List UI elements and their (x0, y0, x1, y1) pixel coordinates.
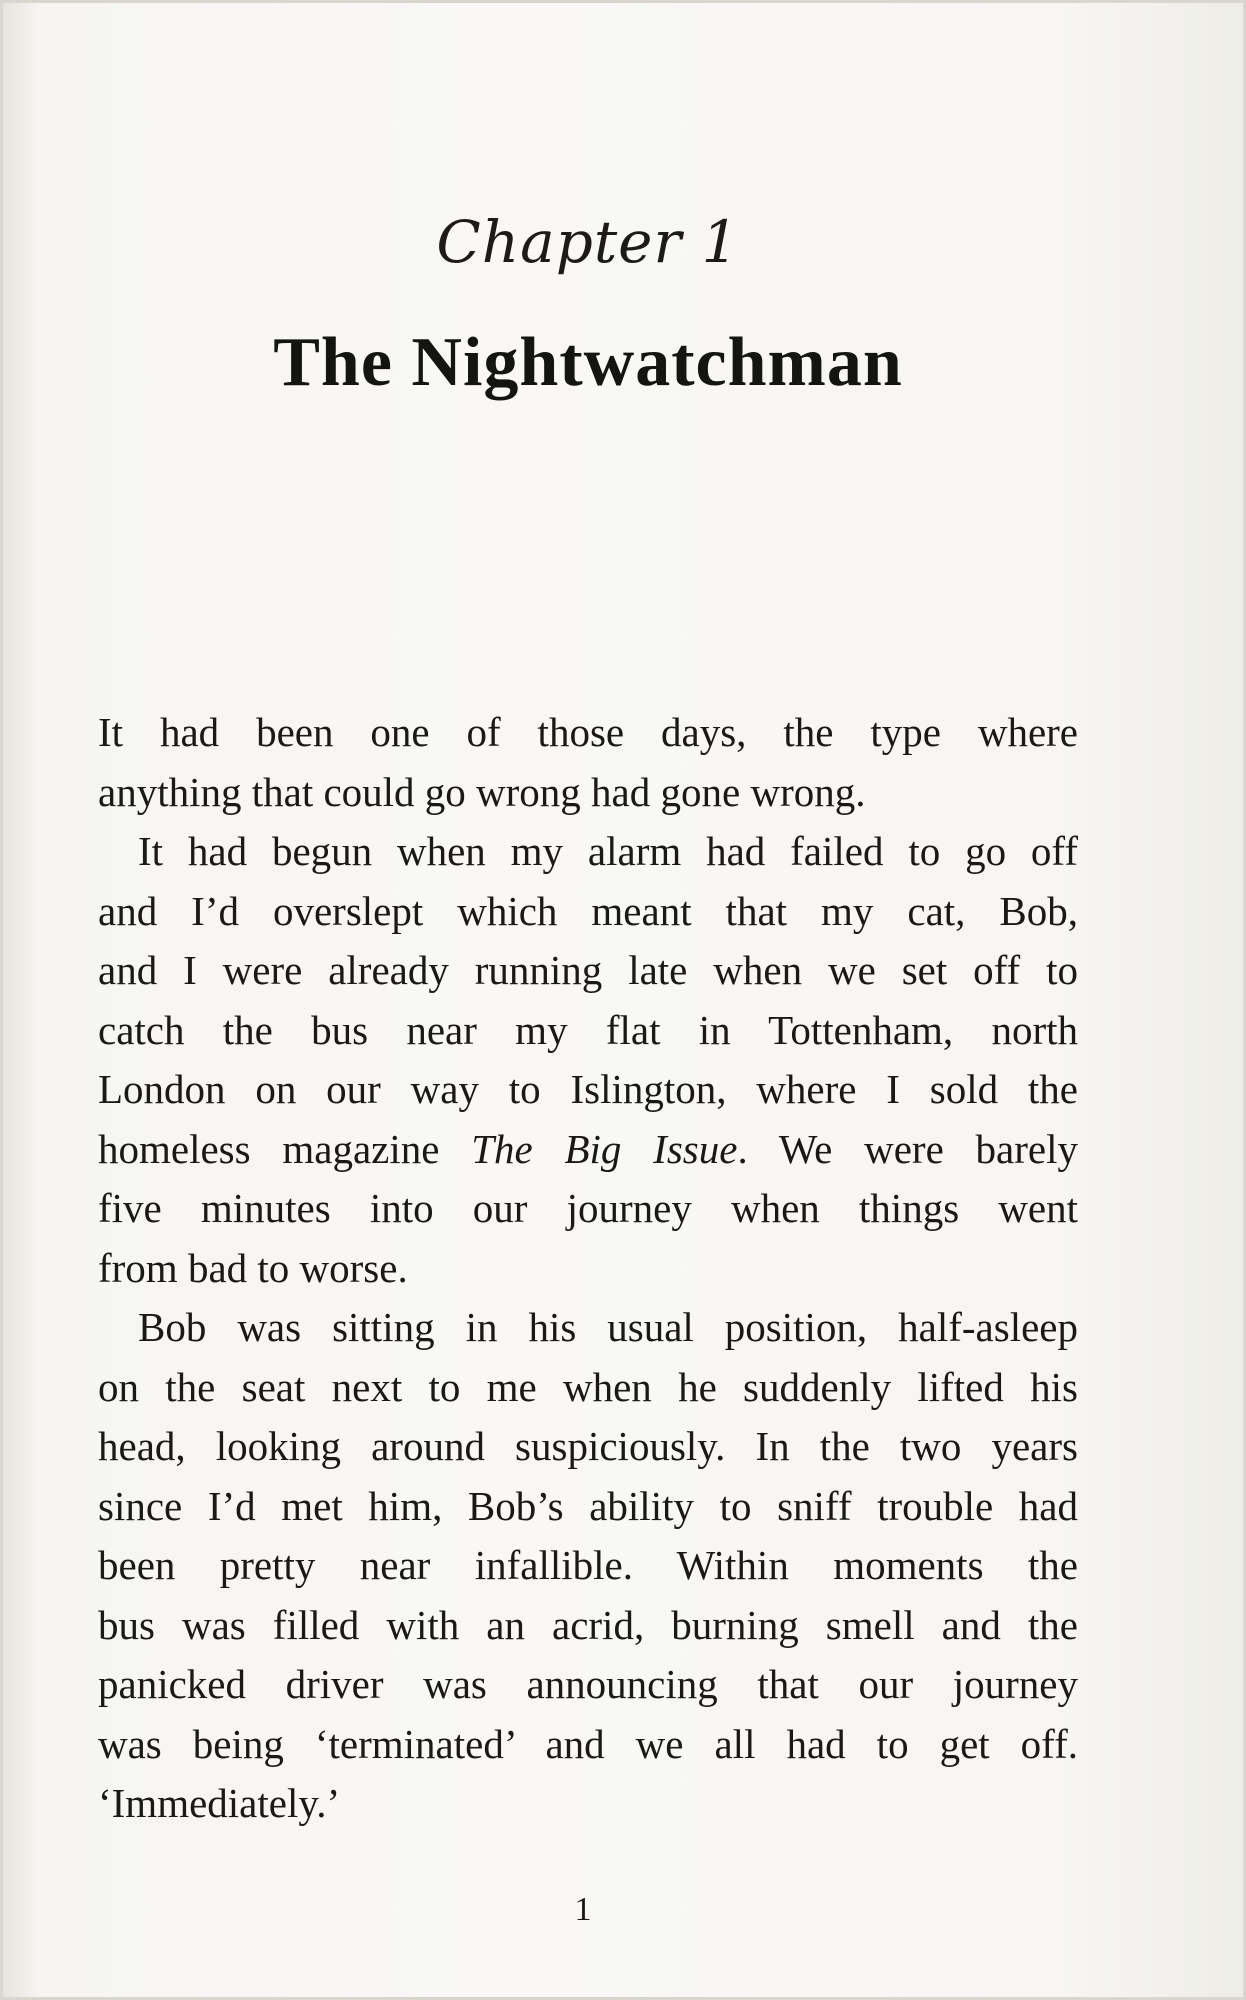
text-fragment: homeless magazine (98, 1125, 472, 1172)
text-line (98, 1120, 1078, 1180)
text-line: bus was filled with an acrid, burning smell and the (98, 1601, 1078, 1648)
text-line: Bob was sitting in his usual position, half-asleep (138, 1304, 1078, 1350)
text-line: since I’d met him, Bob’s ability to sniff trouble had (98, 1482, 1078, 1529)
text-line: from bad to worse. (98, 1244, 408, 1291)
text-line: head, looking around suspiciously. In the two years (98, 1423, 1078, 1469)
text-line: It had begun when my alarm had failed to go off (138, 828, 1078, 874)
text-line: It had been one of those days, the type where (98, 709, 1078, 755)
text-line: on the seat next to me when he suddenly lifted his (98, 1363, 1078, 1410)
chapter-number: Chapter 1 (436, 208, 740, 276)
page-number: 1 (574, 1891, 592, 1928)
text-line: London on our way to Islington, where I sold the (98, 1066, 1078, 1112)
text-fragment: . We were barely (737, 1125, 1078, 1172)
text-line: ‘Immediately.’ (98, 1780, 341, 1826)
text-line: and I’d overslept which meant that my cat, Bob, (98, 887, 1078, 934)
text-line: anything that could go wrong had gone wrong. (98, 768, 866, 815)
text-line: catch the bus near my flat in Tottenham, north (98, 1006, 1078, 1053)
text-line: five minutes into our journey when things went (98, 1185, 1078, 1231)
text-line: and I were already running late when we set off to (98, 947, 1078, 993)
text-line: been pretty near infallible. Within moments the (98, 1542, 1078, 1588)
chapter-title: The Nightwatchman (273, 324, 903, 401)
body-text (98, 703, 1078, 1834)
magazine-title: The Big Issue (471, 1125, 738, 1172)
text-line: panicked driver was announcing that our journey (98, 1661, 1078, 1707)
text-line: was being ‘terminated’ and we all had to get off. (98, 1720, 1078, 1767)
